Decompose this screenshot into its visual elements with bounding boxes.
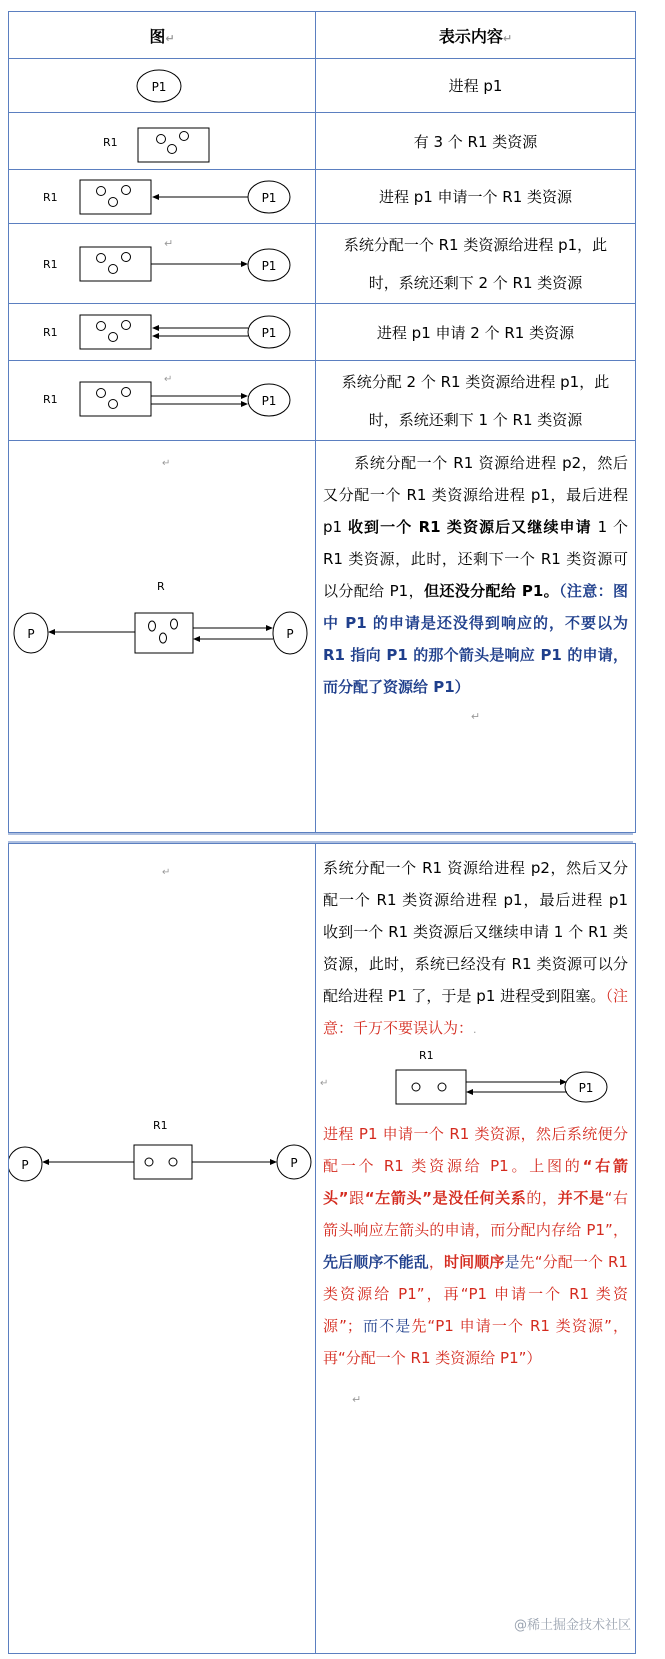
svg-text:P: P	[290, 1155, 298, 1170]
figure-system-allocates-one	[9, 224, 316, 304]
svg-text:R: R	[157, 579, 165, 593]
figure-process-p1	[9, 59, 316, 113]
watermark: @稀土掘金技术社区	[513, 1618, 631, 1633]
svg-text:R1: R1	[419, 1049, 434, 1062]
figure-p1-requests-two	[9, 304, 316, 361]
svg-text:R1: R1	[43, 257, 58, 271]
table-resource-graph-part2	[8, 843, 636, 1654]
svg-text:P1: P1	[261, 190, 277, 205]
row1-content: 进程 p1	[316, 59, 636, 113]
svg-text:R1: R1	[43, 190, 58, 204]
svg-text:R1: R1	[103, 135, 118, 149]
svg-text:P: P	[27, 626, 35, 641]
header-content: 表示内容↵	[316, 12, 636, 59]
row3-content: 进程 p1 申请一个 R1 类资源	[316, 170, 636, 224]
svg-text:↵: ↵	[164, 236, 174, 250]
figure-p1-requests-one	[9, 170, 316, 224]
svg-text:↵: ↵	[320, 1078, 329, 1089]
svg-text:P1: P1	[578, 1081, 594, 1095]
svg-text:R1: R1	[43, 392, 58, 406]
svg-text:P1: P1	[261, 258, 277, 273]
svg-text:↵: ↵	[162, 866, 171, 878]
row5-content: 进程 p1 申请 2 个 R1 类资源	[316, 304, 636, 361]
inline-figure-misconception	[316, 1046, 635, 1122]
svg-text:P1: P1	[261, 325, 277, 340]
row8-content: 系统分配一个 R1 资源给进程 p2，然后又分配一个 R1 类资源给进程 p1，最后进程 p1 收到一个 R1 类资源后又继续申请 1 个 R1 类资源，此时，系统已经没有 R1 类资源可以分配给进程 P1 了，于是 p1 进程受到阻塞。（注意：千万不要误认为：. R1 ↵ P1 进程 P1 申请一个 R1 类资源，然后系统便分配一个 R1 类资源给 P1。上图的“右箭头”跟“左箭头”是没任何关系的，并不是“右箭头响应左箭头的申请，而分配内存给 P1”，先后顺序不能乱，时间顺序是先“分配一个 R1 类资源给 P1”，再“P1 申请一个 R1 类资源”；而不是先“P1 申请一个 R1 类资源”，再“分配一个 R1 类资源给 P1”） ↵	[316, 844, 636, 1654]
header-figure: 图↵	[9, 12, 316, 59]
figure-p1-blocked	[9, 844, 316, 1654]
svg-text:R1: R1	[153, 1118, 168, 1132]
figure-p2-and-p1-allocation	[9, 441, 316, 833]
figure-system-allocates-two	[9, 361, 316, 441]
row6-content: 系统分配 2 个 R1 类资源给进程 p1，此 时，系统还剩下 1 个 R1 类资源	[316, 361, 636, 441]
row2-content: 有 3 个 R1 类资源	[316, 113, 636, 170]
svg-text:P1: P1	[261, 393, 277, 408]
svg-text:P1: P1	[151, 79, 167, 94]
figure-r1-three-resources	[9, 113, 316, 170]
svg-text:P: P	[286, 626, 294, 641]
svg-text:R1: R1	[43, 325, 58, 339]
table-resource-graph-part1	[8, 11, 636, 833]
row4-content: 系统分配一个 R1 类资源给进程 p1，此 时，系统还剩下 2 个 R1 类资源	[316, 224, 636, 304]
svg-text:P: P	[21, 1157, 29, 1172]
row7-content: 系统分配一个 R1 资源给进程 p2，然后又分配一个 R1 类资源给进程 p1，最后进程 p1 收到一个 R1 类资源后又继续申请 1 个 R1 类资源，此时，还剩下一个 R1 类资源可以分配给 P1，但还没分配给 P1。（注意：图中 P1 的申请是还没得到响应的，不要以为 R1 指向 P1 的那个箭头是响应 P1 的申请，而分配了资源给 P1） ↵	[316, 441, 636, 833]
svg-text:↵: ↵	[162, 457, 171, 469]
svg-text:↵: ↵	[164, 373, 173, 385]
